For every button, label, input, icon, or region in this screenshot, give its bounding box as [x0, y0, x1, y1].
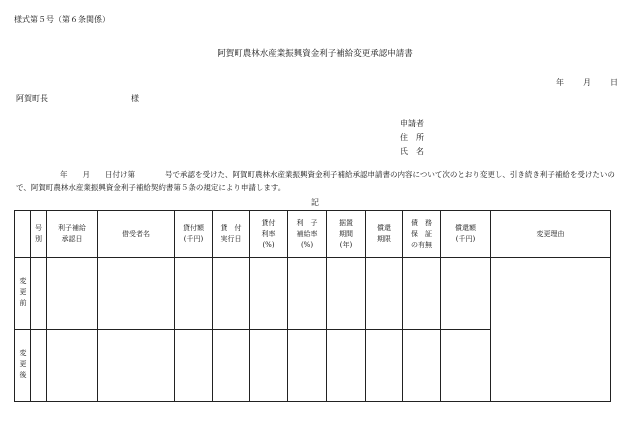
table-cell — [31, 330, 47, 402]
table-cell — [403, 258, 441, 330]
header-repayment-term: 償還 期限 — [366, 211, 403, 258]
date-year-label: 年 — [556, 78, 564, 87]
addressee-honorific: 様 — [131, 94, 139, 103]
table-cell — [31, 258, 47, 330]
header-number: 号 別 — [31, 211, 47, 258]
table-cell — [327, 258, 366, 330]
table-header-row — [15, 211, 611, 258]
table-cell — [327, 330, 366, 402]
header-guarantee: 債 務 保 証 の有無 — [403, 211, 441, 258]
table-cell — [288, 258, 327, 330]
applicant-label: 申請者 — [400, 119, 424, 128]
document-title: 阿賀町農林水産業振興資金利子補給変更承認申請書 — [217, 49, 413, 59]
table-row-before — [15, 258, 611, 330]
table-cell — [47, 258, 98, 330]
header-borrower-name: 借受者名 — [98, 211, 175, 258]
table-cell — [98, 258, 175, 330]
application-body-text: 年 月 日付け第 号で承認を受けた、阿賀町農林水産業振興資金利子補給承認申請書の内容について次のとおり変更し、引き続き利子補給を受けたいので、阿賀町農林水産業振興資金利子補給契約書第５条の規定により申請します。 — [16, 170, 615, 192]
table-cell — [175, 330, 213, 402]
table-cell — [98, 330, 175, 402]
row-label-after: 変更後 — [15, 330, 31, 402]
header-approval-date: 利子補給 承認日 — [47, 211, 98, 258]
header-subsidy-rate: 利 子 補給率 (%) — [288, 211, 327, 258]
addressee-name: 阿賀町長 — [16, 94, 48, 103]
header-repayment-amount: 償還額 (千円) — [441, 211, 491, 258]
table-cell — [213, 330, 250, 402]
table-cell — [175, 258, 213, 330]
table-cell — [250, 330, 288, 402]
change-reason-cell — [491, 258, 611, 402]
table-cell — [441, 258, 491, 330]
table-cell — [250, 258, 288, 330]
date-line — [556, 77, 618, 88]
table-cell — [366, 330, 403, 402]
header-loan-rate: 貸付 利率 (%) — [250, 211, 288, 258]
table-cell — [441, 330, 491, 402]
table-cell — [288, 330, 327, 402]
table-cell — [366, 258, 403, 330]
header-loan-amount: 貸付額 (千円) — [175, 211, 213, 258]
ki-mark: 記 — [311, 198, 319, 207]
row-label-before: 変更前 — [15, 258, 31, 330]
header-loan-date: 貸 付 実行日 — [213, 211, 250, 258]
detail-table — [14, 210, 611, 402]
date-month-label: 月 — [583, 78, 591, 87]
applicant-name-label: 氏 名 — [400, 147, 424, 156]
header-corner — [15, 211, 31, 258]
header-change-reason: 変更理由 — [491, 211, 611, 258]
table-cell — [403, 330, 441, 402]
form-number: 様式第５号（第６条関係） — [14, 15, 110, 24]
table-cell — [47, 330, 98, 402]
date-day-label: 日 — [610, 78, 618, 87]
table-cell — [213, 258, 250, 330]
header-deferment-period: 据置 期間 (年) — [327, 211, 366, 258]
applicant-address-label: 住 所 — [400, 133, 424, 142]
